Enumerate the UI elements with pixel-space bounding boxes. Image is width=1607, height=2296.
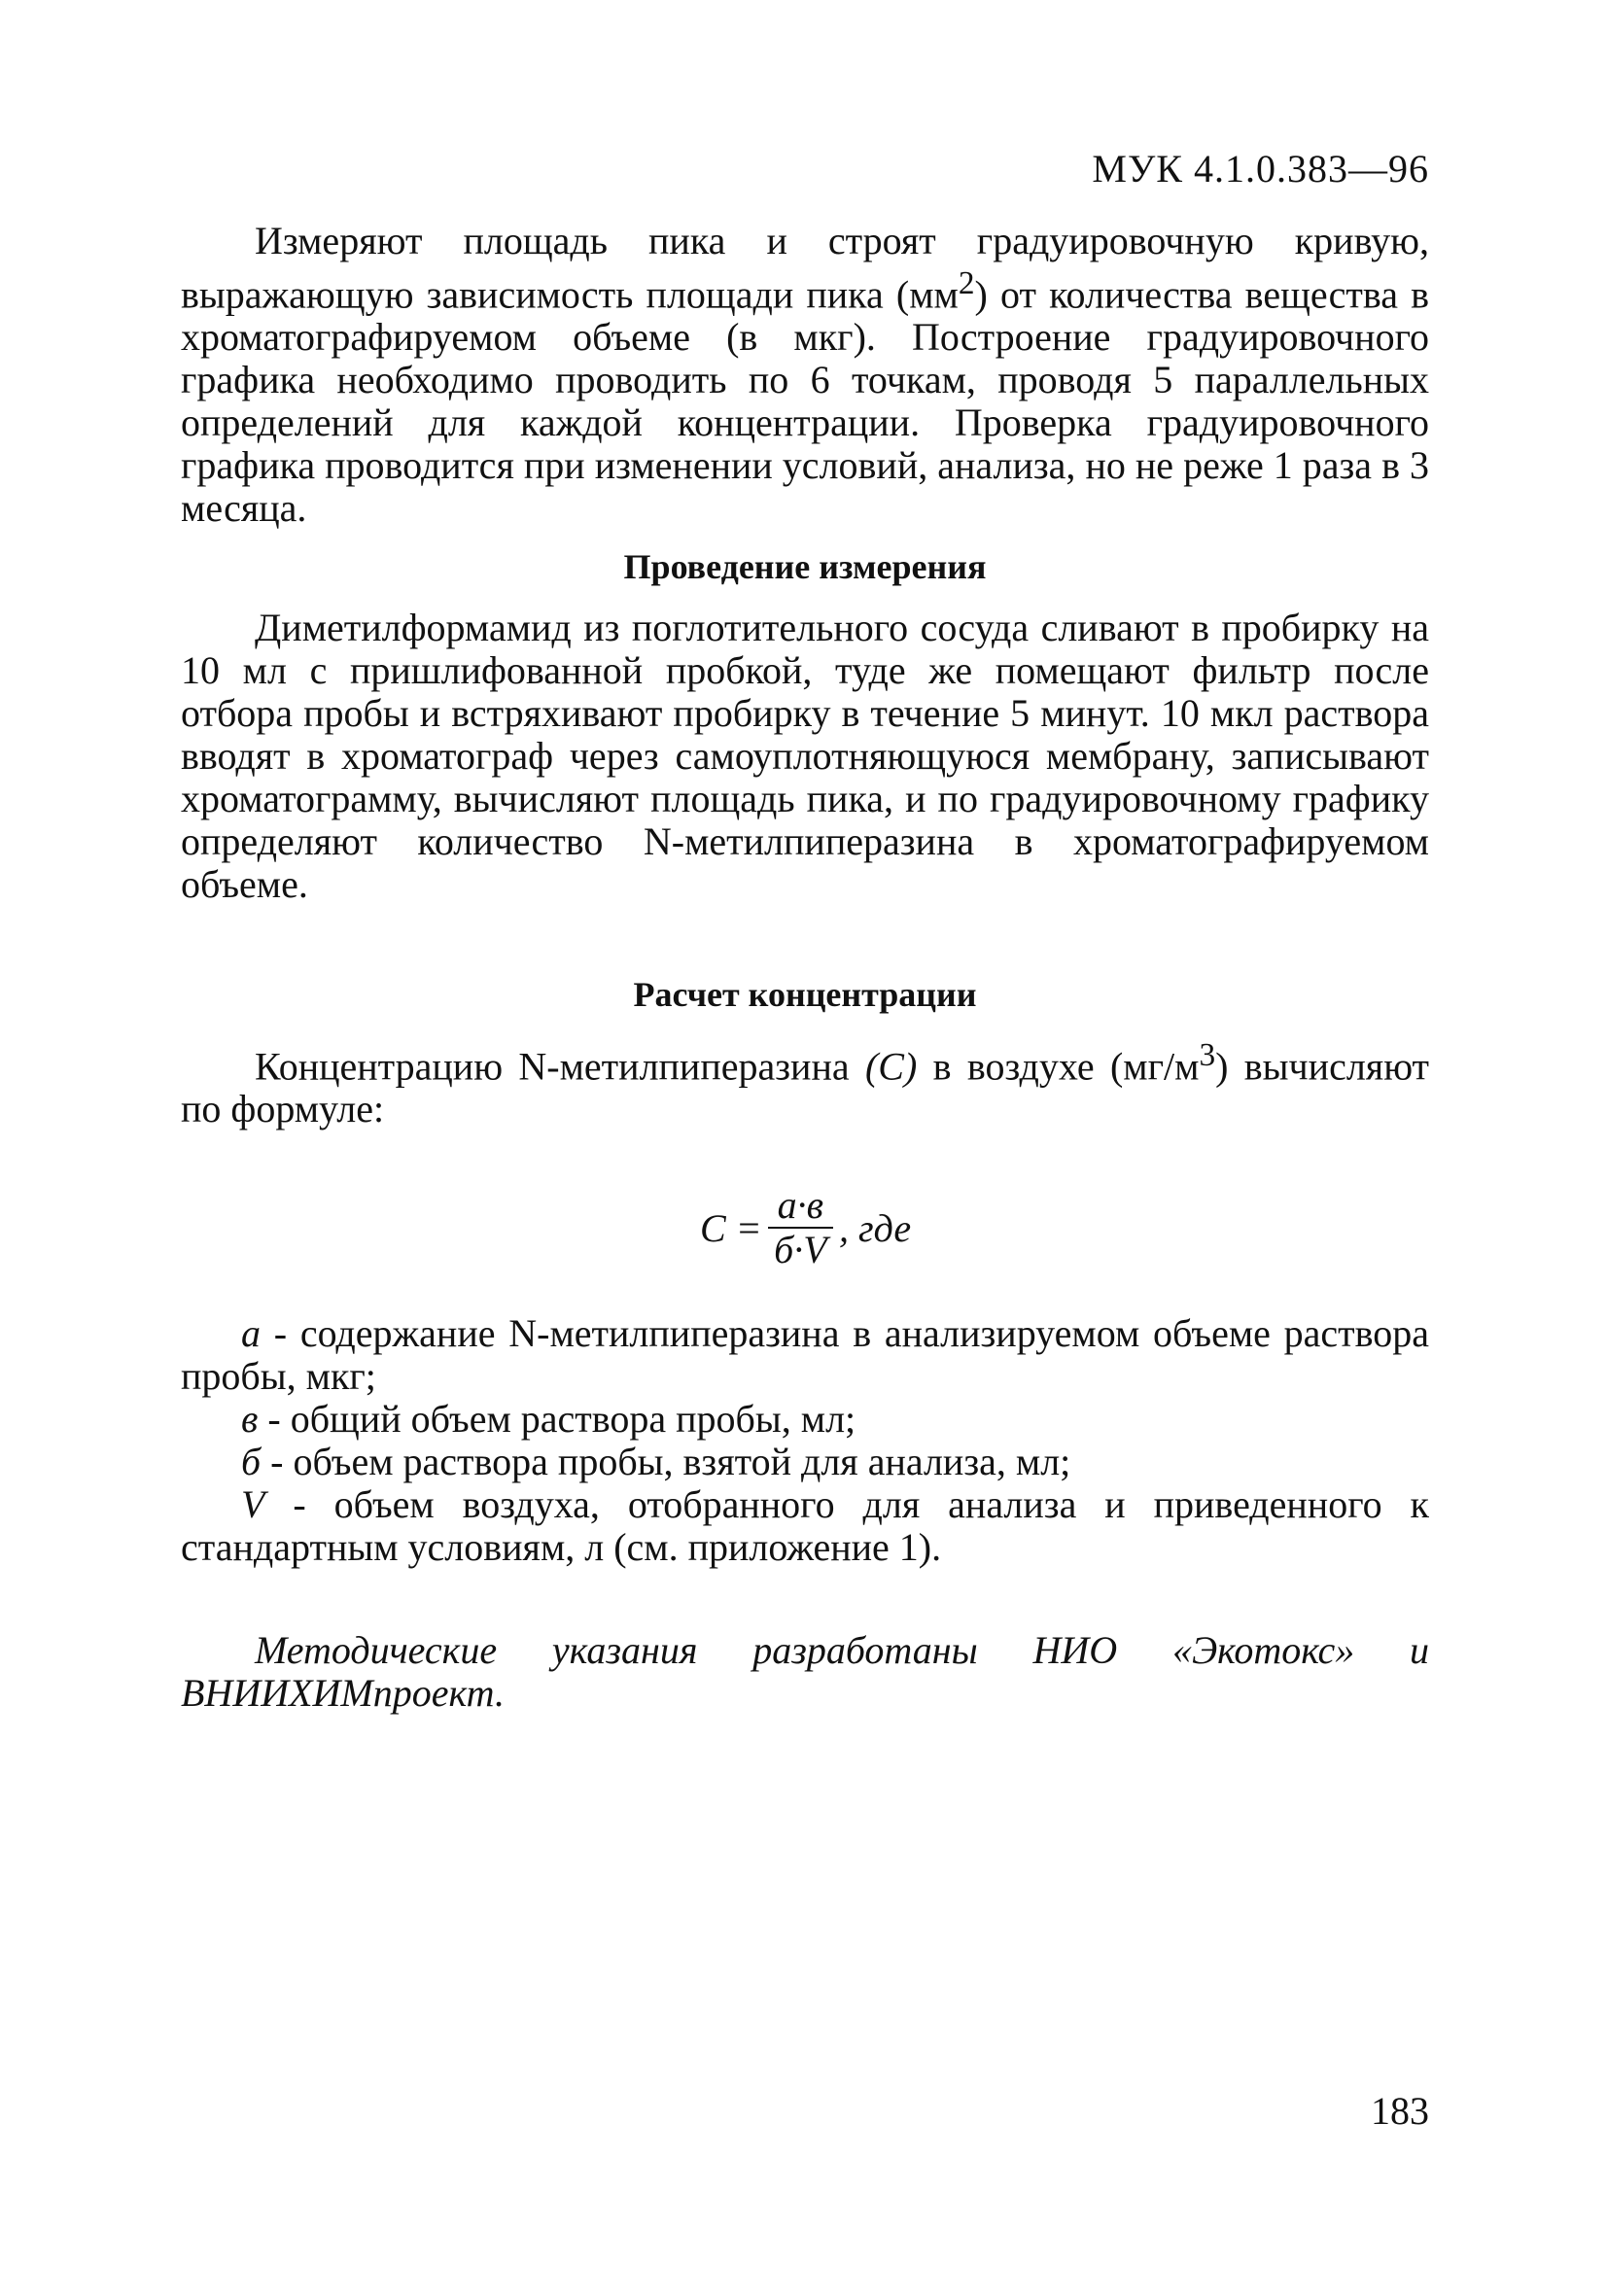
variable-definition: V - объем воздуха, отобранного для анализа и приведенного к стандартным условиям, л (см. приложение 1).: [181, 1482, 1429, 1569]
variable-definition: а - содержание N-метилпиперазина в анализируемом объеме раствора пробы, мкг;: [181, 1311, 1429, 1398]
page-number: 183: [1371, 2089, 1429, 2133]
measurement-paragraph: Диметилформамид из поглотительного сосуда сливают в пробирку на 10 мл с пришлифованной пробкой, туде же помещают фильтр после отбора пробы и встряхивают пробирку в течение 5 минут. 10 мкл раствора вводят в хроматограф через самоуплотняющуюся мембрану, записывают хроматограмму, вычисляют площадь пика, и по градуировочному графику определяют количество N-метилпиперазина в хроматографируемом объеме.: [181, 606, 1429, 906]
calculation-paragraph: Концентрацию N-метилпиперазина (С) в воздухе $(мг/м^3)$ вычисляют по формуле:: [181, 1037, 1430, 1131]
section-title-calculation: Расчет концентрации: [633, 975, 977, 1014]
superscript: 2: [958, 265, 975, 301]
concentration-formula: [700, 1184, 911, 1271]
formula-lhs: С =: [700, 1205, 762, 1250]
variable-definition: б - объем раствора пробы, взятой для анализа, мл;: [241, 1440, 1071, 1483]
formula-suffix: , где: [839, 1205, 912, 1250]
formula-fraction: [768, 1184, 833, 1271]
section-title-measurement: Проведение измерения: [623, 547, 987, 586]
variable-definitions: [181, 1312, 1429, 1569]
formula-denominator: б·V: [774, 1228, 827, 1271]
variable-definition: в - общий объем раствора пробы, мл;: [241, 1397, 856, 1441]
intro-paragraph: Измеряют площадь пика и строят градуировочную кривую, выражающую зависимость площади пика $(мм^2)$ от количества вещества в хроматографируемом объеме (в мкг). Построение градуировочного графика необходимо проводить по 6 точкам, проводя 5 параллельных определений для каждой концентрации. Проверка градуировочного графика проводится при изменении условий, анализа, но не реже 1 раза в 3 месяца.: [181, 219, 1429, 531]
formula-numerator: а·в: [768, 1184, 833, 1229]
document-code: МУК 4.1.0.383—96: [1092, 147, 1429, 191]
credits-note: Методические указания разработаны НИО «Экотокс» и ВНИИХИМпроект.: [181, 1628, 1429, 1715]
variable-c: (С): [864, 1044, 918, 1089]
